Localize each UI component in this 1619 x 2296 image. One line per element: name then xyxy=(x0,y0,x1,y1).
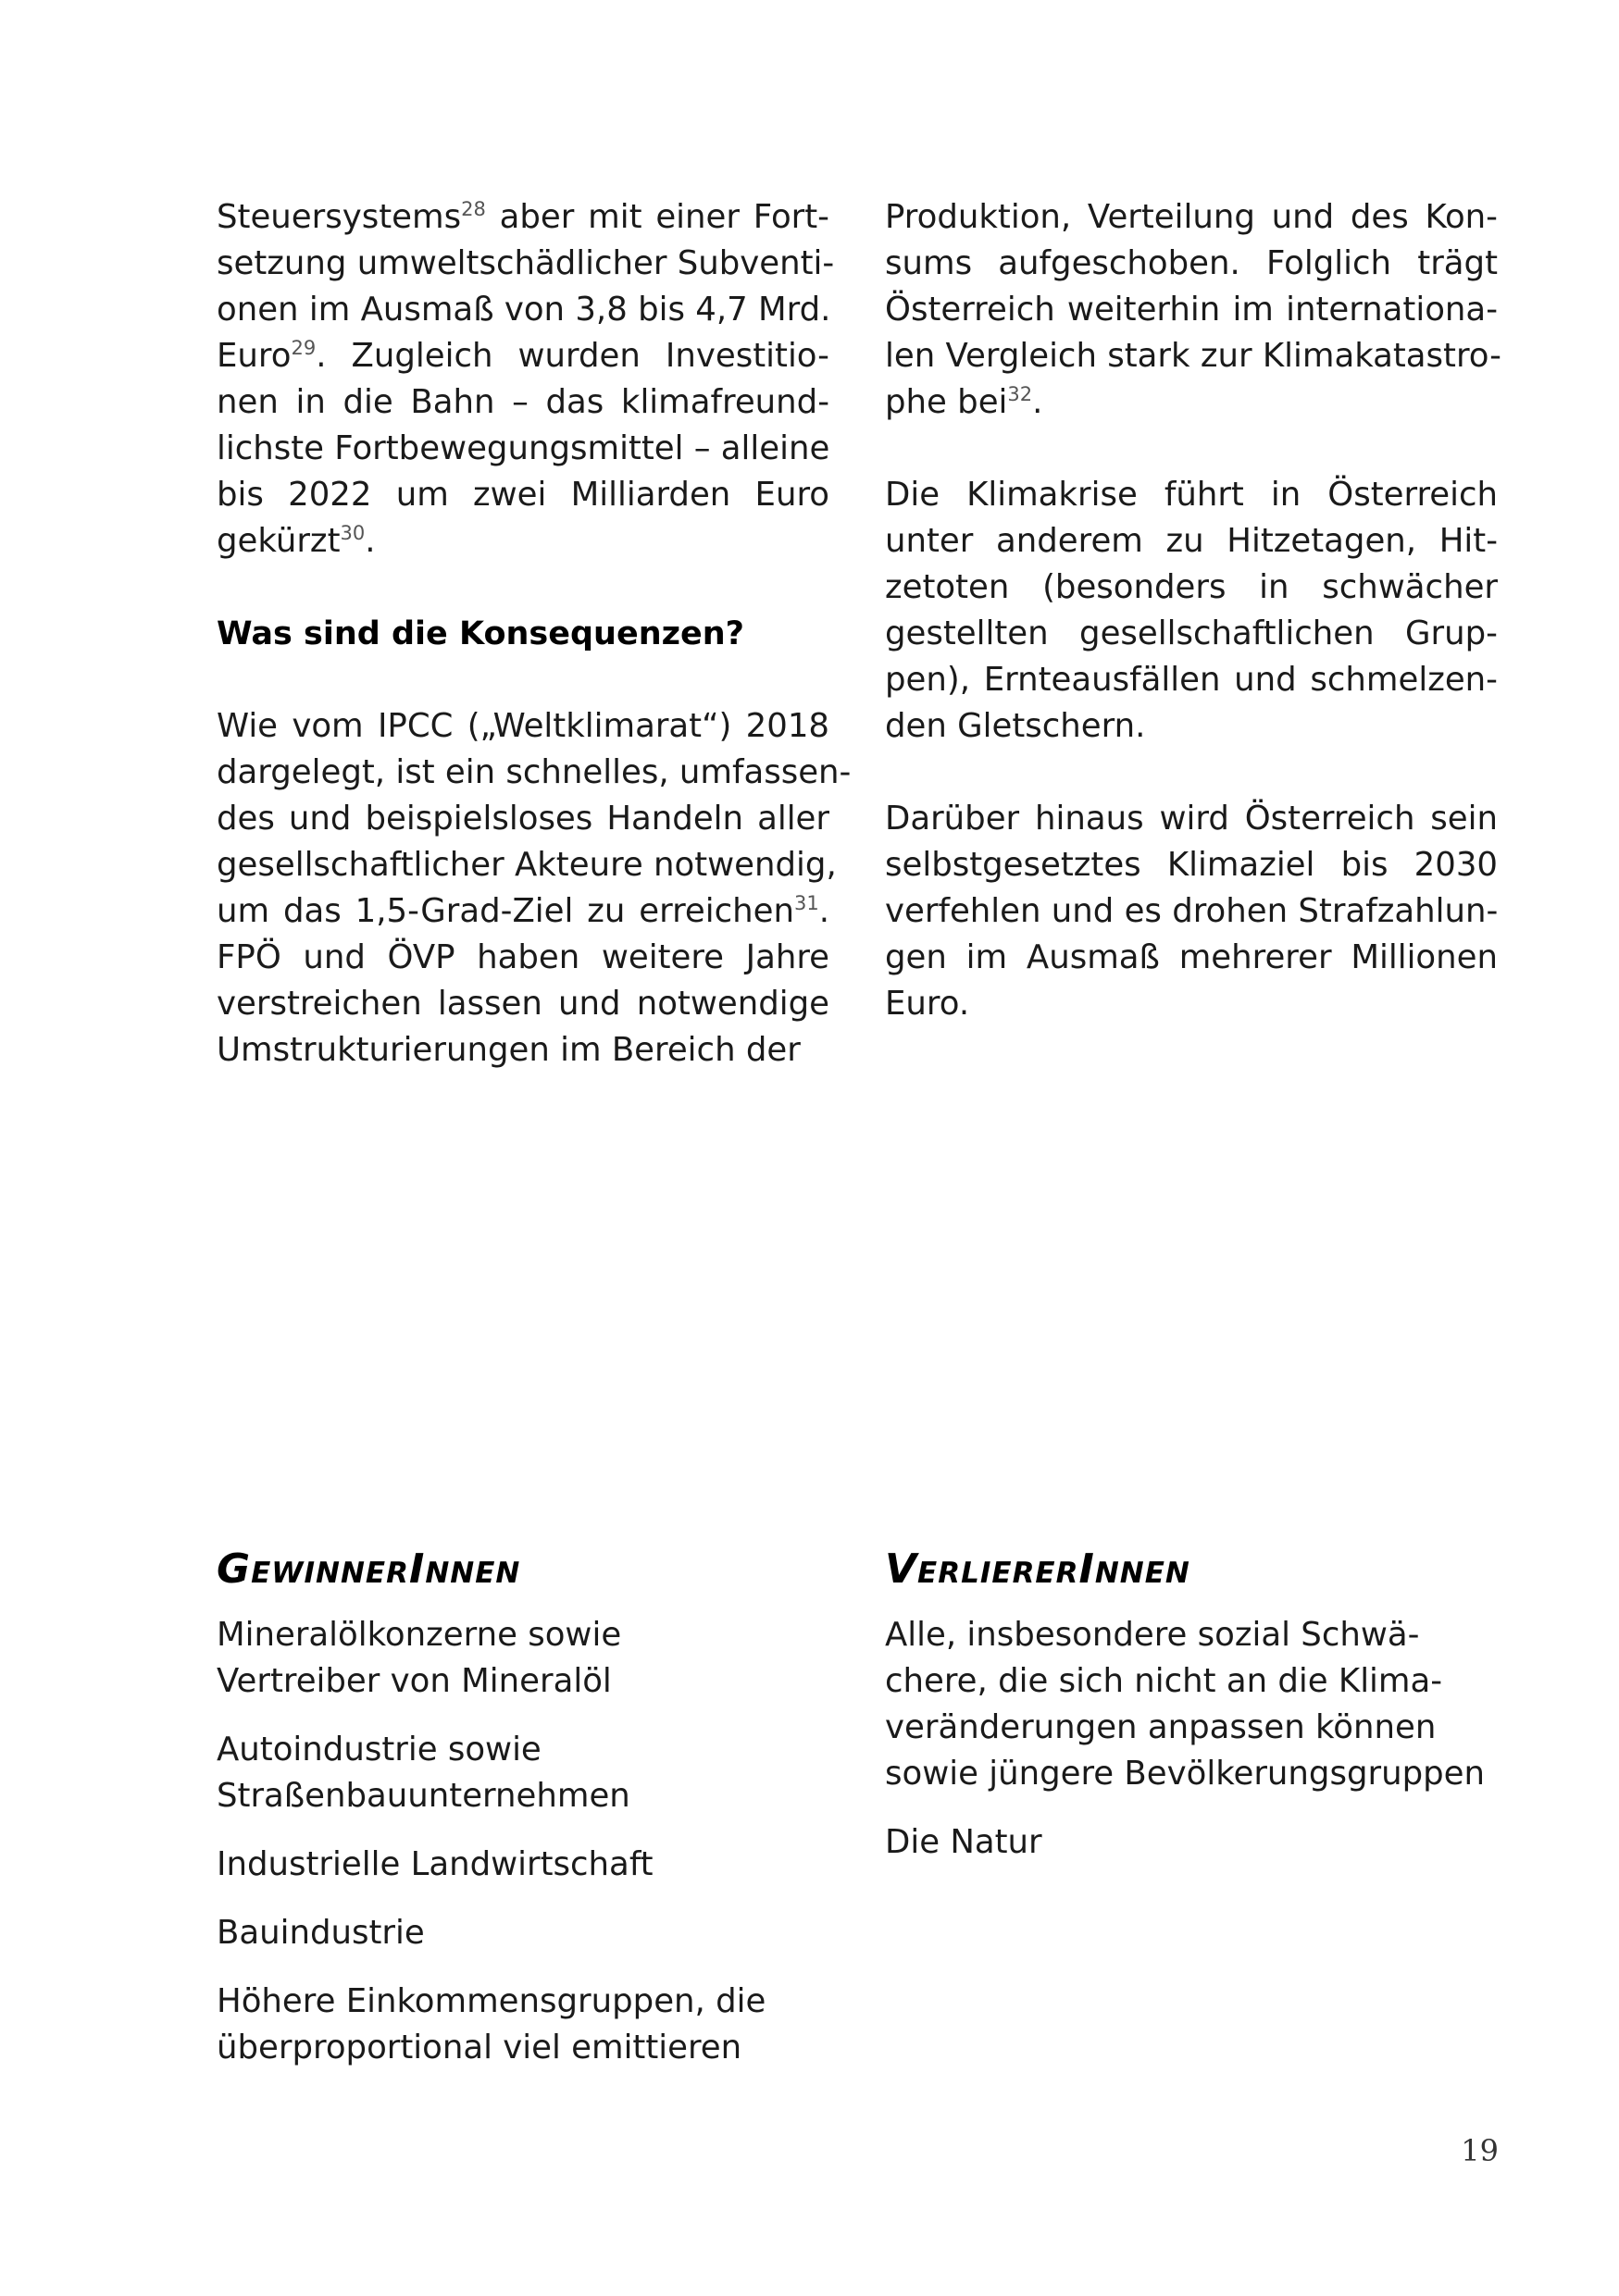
winners-box xyxy=(217,1544,829,2093)
text-line: gekürzt$^{30}$. xyxy=(217,522,376,560)
text-line: Euro$^{29}$. Zugleich wurden Investitio- xyxy=(217,337,829,375)
winners-list xyxy=(217,1612,829,2071)
text-line: gestellten gesellschaftlichen Grup- xyxy=(885,614,1498,652)
footnote-marker: 29 xyxy=(291,337,317,360)
list-item: Bauindustrie xyxy=(217,1914,425,1952)
text-line: verfehlen und es drohen Strafzahlun- xyxy=(885,892,1499,930)
winners-title: GewinnerInnen xyxy=(217,1545,521,1593)
text-line: nen in die Bahn – das klimafreund- xyxy=(217,383,829,421)
list-item: Alle, insbesondere sozial Schwä- chere, die sich nicht an die Klima- veränderungen anpassen können sowie jüngere Bevölkerungsgruppen xyxy=(885,1616,1485,1793)
text-line: bis 2022 um zwei Milliarden Euro xyxy=(217,476,829,514)
text-line: dargelegt, ist ein schnelles, umfassen- xyxy=(217,753,852,791)
footnote-marker: 30 xyxy=(340,522,366,545)
text-line: Euro. xyxy=(885,985,970,1023)
list-item: Die Natur xyxy=(885,1823,1042,1861)
list-item: Mineralölkonzerne sowie Vertreiber von Mineralöl xyxy=(217,1616,622,1700)
left-column xyxy=(217,194,852,1074)
text-line: Umstrukturierungen im Bereich der xyxy=(217,1031,801,1069)
page-number: 19 xyxy=(1461,2133,1499,2168)
footnote-marker: 31 xyxy=(793,892,819,915)
text-line: phe bei$^{32}$. xyxy=(885,383,1043,421)
losers-box xyxy=(885,1544,1498,1888)
text-line: pen), Ernteausfällen und schmelzen- xyxy=(885,661,1498,699)
paragraph-climate-target xyxy=(885,796,1498,1027)
paragraph-subsidies xyxy=(217,194,835,565)
text-line: setzung umweltschädlicher Subventi- xyxy=(217,244,835,282)
footnote-marker: 28 xyxy=(461,198,486,221)
text-line: den Gletschern. xyxy=(885,707,1146,745)
text-line: um das 1,5-Grad-Ziel zu erreichen$^{31}$. xyxy=(217,892,829,930)
paragraph-production xyxy=(885,194,1501,426)
text-line: lichste Fortbewegungsmittel – alleine xyxy=(217,429,830,467)
text-line: gen im Ausmaß mehrerer Millionen xyxy=(885,938,1498,976)
text-line: gesellschaftlicher Akteure notwendig, xyxy=(217,846,837,884)
text-line: Produktion, Verteilung und des Kon- xyxy=(885,198,1498,236)
text-line: Steuersystems$^{28}$ aber mit einer Fort- xyxy=(217,198,829,236)
list-item: Höhere Einkommensgruppen, die überproportional viel emittieren xyxy=(217,1982,766,2066)
text-line: Die Klimakrise führt in Österreich xyxy=(885,476,1498,514)
text-line: sums aufgeschoben. Folglich trägt xyxy=(885,244,1498,282)
list-item: Industrielle Landwirtschaft xyxy=(217,1845,654,1883)
losers-list xyxy=(885,1612,1498,1866)
losers-title: VerliererInnen xyxy=(885,1545,1190,1593)
list-item: Autoindustrie sowie Straßenbauunternehmen xyxy=(217,1731,630,1815)
text-line: des und beispielsloses Handeln aller xyxy=(217,800,829,838)
footnote-marker: 32 xyxy=(1007,383,1033,406)
text-line: selbstgesetztes Klimaziel bis 2030 xyxy=(885,846,1498,884)
text-line: len Vergleich stark zur Klimakatastro- xyxy=(885,337,1501,375)
text-line: Österreich weiterhin im internationa- xyxy=(885,291,1498,329)
text-line: zetoten (besonders in schwächer xyxy=(885,568,1498,606)
text-line: verstreichen lassen und notwendige xyxy=(217,985,829,1023)
text-line: Darüber hinaus wird Österreich sein xyxy=(885,800,1498,838)
paragraph-ipcc xyxy=(217,703,852,1074)
text-line: unter anderem zu Hitzetagen, Hit- xyxy=(885,522,1498,560)
right-column xyxy=(885,194,1501,1027)
text-line: onen im Ausmaß von 3,8 bis 4,7 Mrd. xyxy=(217,291,831,329)
paragraph-climate-crisis xyxy=(885,472,1498,750)
text-line: Wie vom IPCC („Weltklimarat“) 2018 xyxy=(217,707,829,745)
text-line: FPÖ und ÖVP haben weitere Jahre xyxy=(217,938,829,976)
section-heading: Was sind die Konsequenzen? xyxy=(217,615,744,652)
